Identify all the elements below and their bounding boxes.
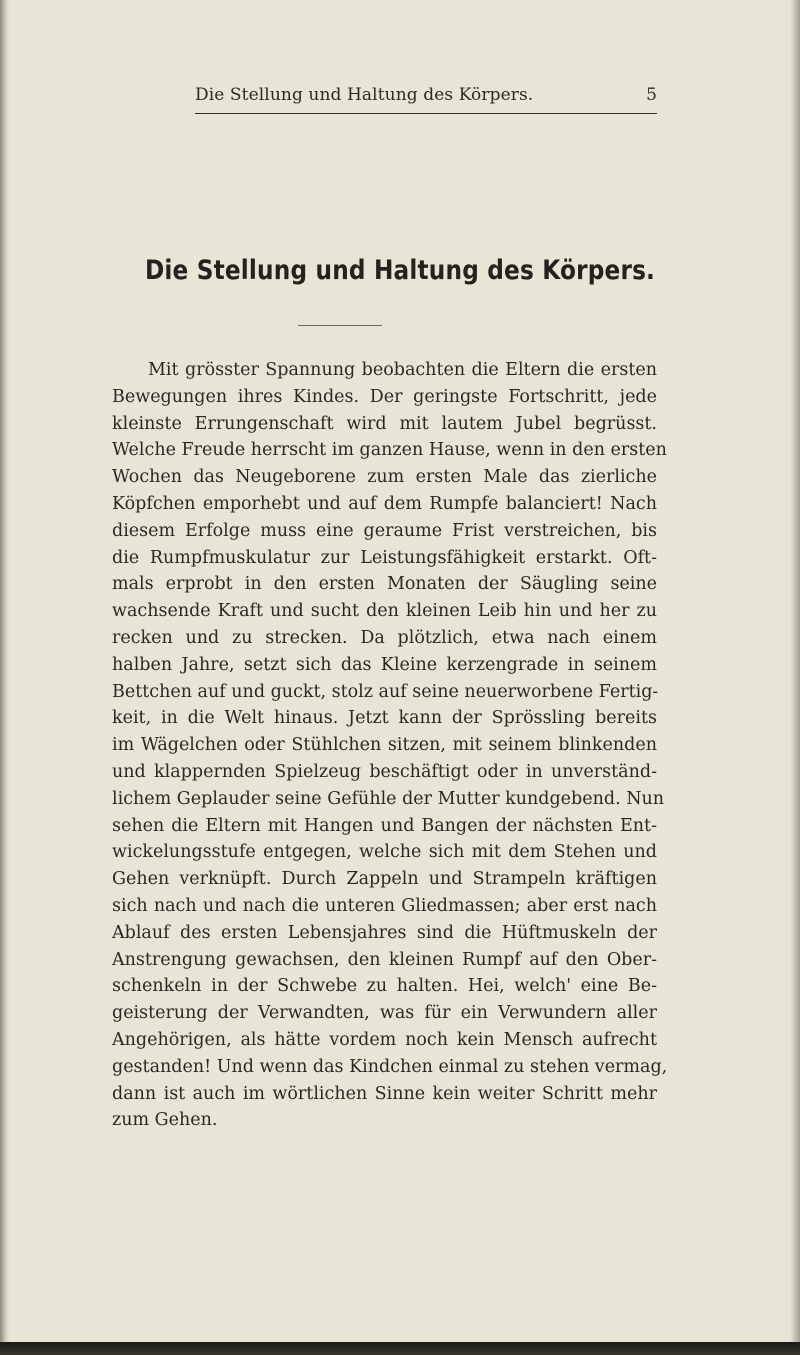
page-number: 5 <box>646 85 657 105</box>
text-line: diesem Erfolge muss eine geraume Frist verstreichen, bis <box>112 520 657 541</box>
text-line: keit, in die Welt hinaus. Jetzt kann der Sprössling bereits <box>112 708 657 729</box>
scan-bottom-edge <box>0 1342 800 1355</box>
text-line: wachsende Kraft und sucht den kleinen Leib hin und her zu <box>112 601 657 622</box>
title-divider <box>298 325 382 326</box>
text-line: kleinste Errungenschaft wird mit lautem Jubel begrüsst. <box>112 413 657 434</box>
text-line: Köpfchen emporhebt und auf dem Rumpfe balanciert! Nach <box>112 493 657 514</box>
text-line: Anstrengung gewachsen, den kleinen Rumpf auf den Ober- <box>112 949 657 970</box>
text-line: Mit grösster Spannung beobachten die Eltern die ersten <box>148 360 657 380</box>
text-line: sich nach und nach die unteren Gliedmassen; aber erst nach <box>112 895 657 916</box>
text-line: Gehen verknüpft. Durch Zappeln und Strampeln kräftigen <box>112 869 657 890</box>
body-paragraph <box>112 357 668 1134</box>
text-line: zum Gehen. <box>112 1110 218 1131</box>
text-line: recken und zu strecken. Da plötzlich, etwa nach einem <box>112 627 657 648</box>
text-line: wickelungsstufe entgegen, welche sich mit dem Stehen und <box>112 842 657 863</box>
text-line: im Wägelchen oder Stühlchen sitzen, mit seinem blinkenden <box>112 735 657 756</box>
text-line: die Rumpfmuskulatur zur Leistungsfähigkeit erstarkt. Oft- <box>112 547 657 568</box>
running-header <box>195 85 657 114</box>
page-gutter-shadow <box>0 0 10 1342</box>
text-line: Bettchen auf und guckt, stolz auf seine neuerworbene Fertig- <box>112 681 659 702</box>
text-line: mals erprobt in den ersten Monaten der Säugling seine <box>112 574 657 595</box>
text-line: geisterung der Verwandten, was für ein Verwundern aller <box>112 1003 657 1024</box>
running-title: Die Stellung und Haltung des Körpers. <box>195 85 534 105</box>
text-line: Ablauf des ersten Lebensjahres sind die Hüftmuskeln der <box>112 922 657 943</box>
text-line: schenkeln in der Schwebe zu halten. Hei, welch' eine Be- <box>112 976 657 997</box>
text-line: sehen die Eltern mit Hangen und Bangen der nächsten Ent- <box>112 815 657 836</box>
text-line: Wochen das Neugeborene zum ersten Male das zierliche <box>112 467 657 488</box>
text-line: Welche Freude herrscht im ganzen Hause, wenn in den ersten <box>112 440 667 461</box>
text-line: und klappernden Spielzeug beschäftigt oder in unverständ- <box>112 761 657 782</box>
text-line: Angehörigen, als hätte vordem noch kein Mensch aufrecht <box>112 1029 657 1050</box>
text-line: halben Jahre, setzt sich das Kleine kerzengrade in seinem <box>112 654 657 675</box>
page-edge-shadow <box>790 0 800 1342</box>
text-line: Bewegungen ihres Kindes. Der geringste Fortschritt, jede <box>112 386 657 407</box>
text-line: lichem Geplauder seine Gefühle der Mutter kundgebend. Nun <box>112 788 665 809</box>
chapter-title: Die Stellung und Haltung des Körpers. <box>144 255 656 286</box>
text-line: gestanden! Und wenn das Kindchen einmal zu stehen vermag, <box>112 1056 668 1077</box>
text-line: dann ist auch im wörtlichen Sinne kein weiter Schritt mehr <box>112 1083 657 1104</box>
